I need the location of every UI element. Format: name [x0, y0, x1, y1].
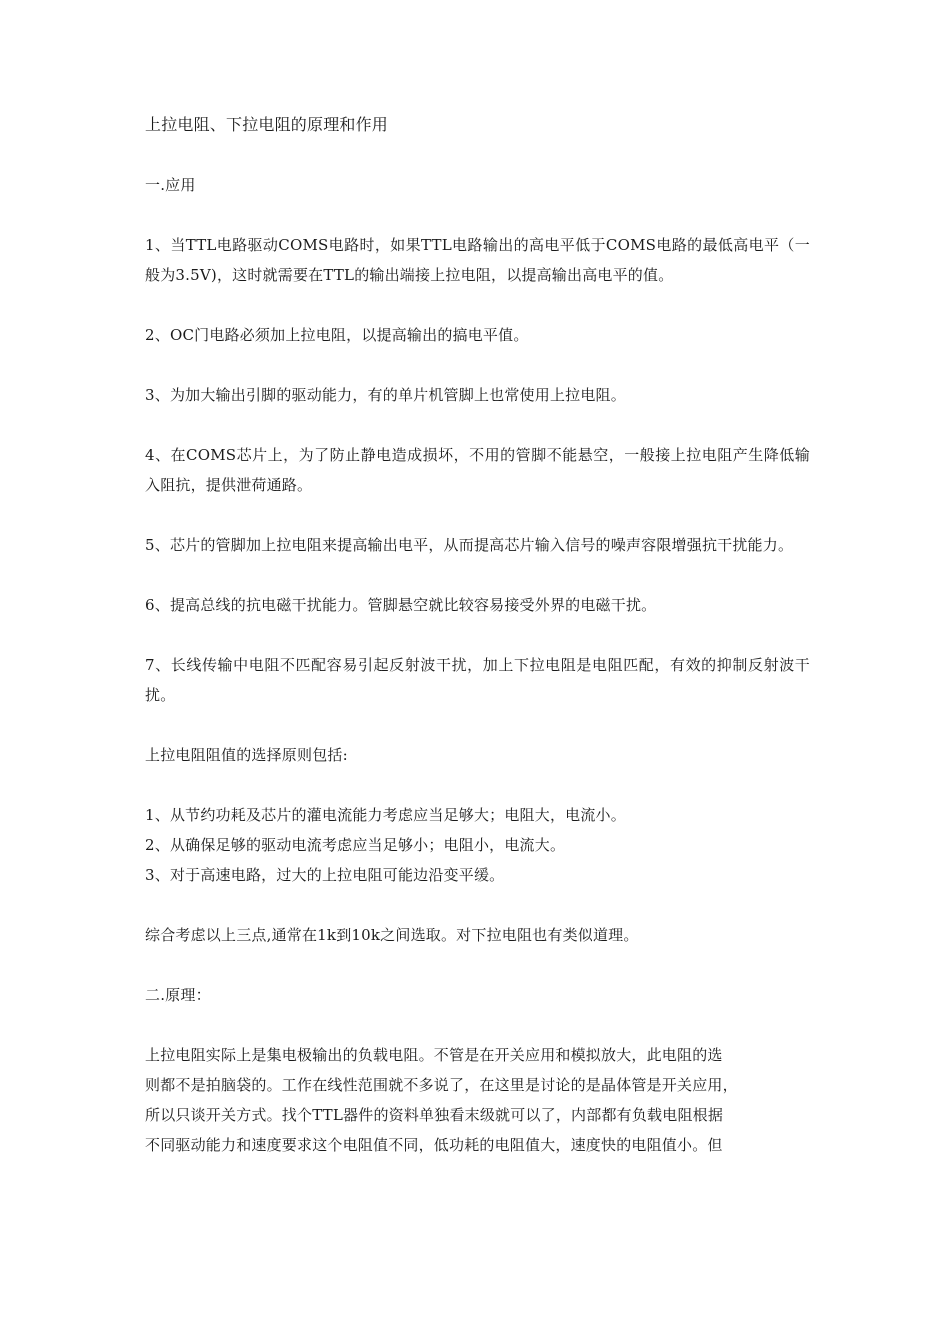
section2-heading: 二.原理：	[145, 986, 211, 1004]
principle-line-4: 不同驱动能力和速度要求这个电阻值不同，低功耗的电阻值大，速度快的电阻值小。但	[145, 1136, 723, 1154]
selection-intro: 上拉电阻阻值的选择原则包括:	[145, 746, 348, 764]
principle-line-2: 则都不是拍脑袋的。工作在线性范围就不多说了，在这里是讨论的是晶体管是开关应用，	[145, 1076, 738, 1094]
section1-heading: 一.应用	[145, 176, 196, 194]
application-item-6: 6、提高总线的抗电磁干扰能力。管脚悬空就比较容易接受外界的电磁干扰。	[145, 596, 657, 614]
selection-summary: 综合考虑以上三点,通常在1k到10k之间选取。对下拉电阻也有类似道理。	[145, 926, 639, 944]
application-item-4: 4、在COMS芯片上，为了防止静电造成损坏，不用的管脚不能悬空，一般接上拉电阻产生降低输入阻抗，提供泄荷通路。	[145, 446, 810, 494]
selection-rule-3: 3、对于高速电路，过大的上拉电阻可能边沿变平缓。	[145, 866, 505, 884]
selection-rule-1: 1、从节约功耗及芯片的灌电流能力考虑应当足够大；电阻大，电流小。	[145, 806, 626, 824]
application-item-7: 7、长线传输中电阻不匹配容易引起反射波干扰，加上下拉电阻是电阻匹配，有效的抑制反射波干扰。	[145, 656, 810, 704]
document-title: 上拉电阻、下拉电阻的原理和作用	[145, 115, 389, 134]
application-item-2: 2、OC门电路必须加上拉电阻，以提高输出的搞电平值。	[145, 326, 529, 344]
principle-line-3: 所以只谈开关方式。找个TTL器件的资料单独看末级就可以了，内部都有负载电阻根据	[145, 1106, 724, 1124]
document-page	[145, 110, 810, 1190]
application-item-3: 3、为加大输出引脚的驱动能力，有的单片机管脚上也常使用上拉电阻。	[145, 386, 626, 404]
principle-line-1: 上拉电阻实际上是集电极输出的负载电阻。不管是在开关应用和模拟放大，此电阻的选	[145, 1046, 723, 1064]
application-item-5: 5、芯片的管脚加上拉电阻来提高输出电平，从而提高芯片输入信号的噪声容限增强抗干扰能力。	[145, 536, 794, 554]
application-item-1: 1、当TTL电路驱动COMS电路时，如果TTL电路输出的高电平低于COMS电路的最低高电平（一般为3.5V)，这时就需要在TTL的输出端接上拉电阻，以提高输出高电平的值。	[145, 236, 810, 284]
principle-paragraph	[145, 1040, 810, 1160]
selection-rules-list	[145, 800, 810, 890]
selection-rule-2: 2、从确保足够的驱动电流考虑应当足够小；电阻小，电流大。	[145, 836, 566, 854]
